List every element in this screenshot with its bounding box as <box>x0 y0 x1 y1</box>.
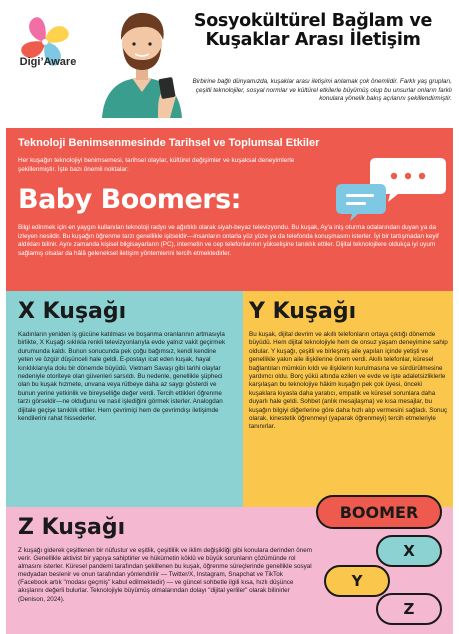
generation-y-heading: Y Kuşağı <box>249 299 357 324</box>
generation-z-heading: Z Kuşağı <box>18 515 126 540</box>
chat-bubbles-icon <box>336 154 448 224</box>
section-heading: Teknoloji Benimsenmesinde Tarihsel ve Toplumsal Etkiler <box>18 137 320 149</box>
logo-text: Digi’Aware <box>19 56 77 68</box>
generation-y-text: Bu kuşak, dijital devrim ve akıllı telefonların ortaya çıktığı dönemde büyüdü. Hem dijital teknolojiyle hem de onsuz yaşam deneyimine sahip oldular. Y kuşağı, çeşitli ve birleşmiş aile yapıları içinde yetişti ve genellikle yakın aile ilişkilerine önem verdi. Akıllı telefonlar, küresel bağlantıları mümkün kıldı ve ilişkilerin kurulmasına ve sürdürülmesine yardımcı oldu. Borç yükü altında ezilen ve evde ve işte adaletsizliklerle karşılaşan bu teknolojiye hâkim kuşağın pek çok üyesi, önceki kuşaklara kıyasla daha yaratıcı, empatik ve küresel sorunlara daha duyarlı hale geldi. Sohbet (anlık mesajlaşma) ve kısa mesajlar, bu kuşağın bilgiyi diğerlerine göre daha hızlı alıp vermesini sağladı. Sonuç olarak, kinestetik öğrenmeyi (yaparak öğrenmeyi) tercih etmeleriyle tanınırlar. <box>249 331 448 431</box>
generation-y-section <box>243 291 453 507</box>
generation-x-heading: X Kuşağı <box>18 299 127 324</box>
baby-boomers-heading: Baby Boomers: <box>18 184 241 215</box>
generation-z-section <box>6 502 453 634</box>
x-badge: X <box>376 535 442 567</box>
page-title: Sosyokültürel Bağlam ve Kuşaklar Arası İletişim <box>193 11 433 50</box>
generation-x-section <box>6 291 243 507</box>
tech-adoption-section <box>6 128 453 291</box>
z-badge: Z <box>376 593 442 625</box>
header <box>0 0 459 128</box>
section-subtitle: Her kuşağın teknolojiyi benimsemesi, tarihsel olaylar, kültürel değişimler ve kuşaksal deneyimlerle şekillenmiştir. İşte bazı önemli noktalar: <box>18 157 295 173</box>
baby-boomers-text: Bilgi edinmek için en yaygın kullanılan teknoloji radyo ve ağırlıklı olarak siyah-beyaz televizyondu. Bu kuşak, Ay'a iniş oturma odalarından duyan ya da izleyen nesildir. Bu kuşağın öğrenme tarzı genellikle işitseldir—insanların onlarla yüz yüze ya da telefonda konuşmasını isterler. İyi bir tartışmadan keyif aldıkları bilinir. Aynı zamanda kişisel bilgisayarların (PC), internetin ve cep telefonlarının yükselişine tanıklık ettiler. Dijital teknolojilere oldukça iyi uyum sağlamış olsalar da hâlâ geleneksel iletişim yöntemlerini tercih etmektedirler. <box>18 224 439 257</box>
boomer-badge: BOOMER <box>316 495 442 529</box>
y-badge: Y <box>324 565 390 597</box>
intro-paragraph: Birbirine bağlı dünyamızda, kuşaklar arası iletişimi anlamak çok önemlidir. Farklı yaş grupları, çeşitli teknolojiler, sosyal normlar ve kültürel etkilerle büyümüş olup bu unsurlar onların farklı konulara yönelik bakış açılarını şekillendirmiştir. <box>192 78 452 103</box>
generation-x-text: Kadınların yeniden iş gücüne katılması ve boşanma oranlarının artmasıyla birlikte, X Kuşağı sıklıkla renkli televizyonlarıyla evde yalnız vakit geçirmek durumunda kaldı. Bunun sonucunda pek çoğu bağımsız, kendi kendine yeten ve özgür düşünceli hale geldi. E-postayı icat eden kuşak, hayal kırıklıklarıyla dolu bir dönemde büyüdü. Vietnam Savaşı gibi tarihi olaylar nedeniyle otoriteye olan güvenleri sarsıldı. Bu nedenle, genellikle şüpheci olan bu kuşak hızmete, unvana veya rütbeye daha az saygı gösterdi ve bunun yerine yetkinlik ve bireyselliğe değer verdi. Tercih ettikleri öğrenme tarzı görseldir—ne olduğunu ve nasıl işlediğini görmek isterler. Analogdan dijitale geçişe tanıklık ettiler. Hem çevrimiçi hem de çevrimdışı iletişimde kendilerini rahat hissederler. <box>18 331 226 423</box>
generation-z-text: Z kuşağı giderek çeşitlenen bir nüfustur ve eşitlik, çeşitlilik ve iklim değişikliği gibi konulara derinden önem verir. Genellikle aktivist bir yapıya sahiptirler ve hükümetin köklü ve büyük sorunların çözümünde rol almasını isterler. Küresel pandemi tarafından şekillenen bu kuşak, öğrenme süreçlerinde genellikle sosyal medyadan beslenir ve onun tarafından yönlendirilir — Twitter/X, Instagram, Snapchat ve TikTok (Facebook artık "modası geçmiş" kabul edilmektedir) — ve güncel sohbetle ilgili kısa, hızlı düşünce akışlarını değerli bulurlar. Teknolojiyle büyümüş olmalarından dolayı "dijital yerliler" olarak bilinirler (Denison, 2024). <box>18 547 312 603</box>
